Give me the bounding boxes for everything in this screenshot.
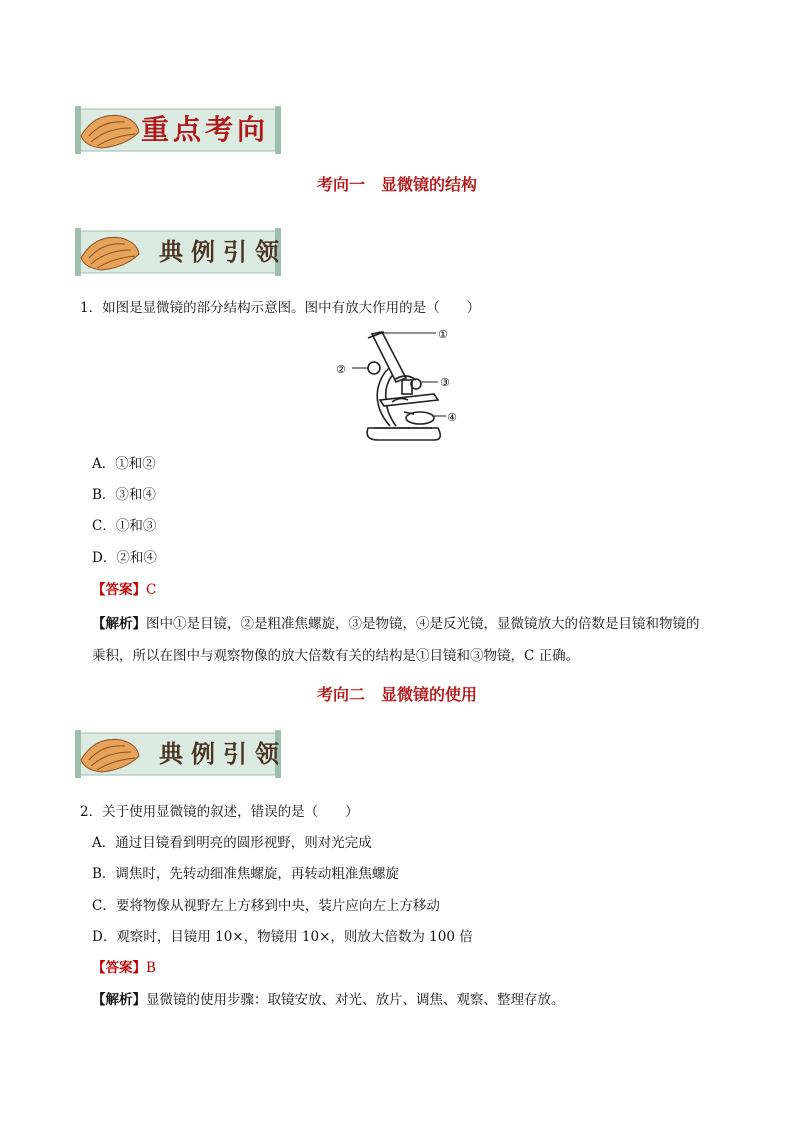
option-c: C．①和③ (92, 518, 157, 534)
banner-focus (75, 106, 281, 154)
analysis-label: 【解析】 (92, 616, 146, 632)
banner-example-1 (75, 228, 287, 276)
option-a: A．①和② (92, 456, 156, 472)
answer-label: 【答案】 (92, 582, 146, 598)
banner-example-2 (75, 730, 287, 778)
banner-title: 典例引领 (159, 238, 287, 266)
section2-title: 考向二 显微镜的使用 (316, 685, 477, 704)
analysis-label: 【解析】 (92, 992, 146, 1008)
figure-label-2: ② (336, 363, 346, 376)
option-d: D．观察时，目镜用 10×，物镜用 10×，则放大倍数为 100 倍 (92, 929, 473, 945)
banner-title: 典例引领 (159, 740, 287, 768)
question-1: 1．如图是显微镜的部分结构示意图。图中有放大作用的是（ ） (80, 300, 481, 316)
answer-label: 【答案】 (92, 960, 146, 976)
answer-2 (92, 958, 156, 978)
option-a: A．通过目镜看到明亮的圆形视野，则对光完成 (92, 835, 372, 851)
banner-title: 重点考向 (141, 113, 270, 146)
analysis-text: 图中①是目镜，②是粗准焦螺旋，③是物镜，④是反光镜，显微镜放大的倍数是目镜和物镜的 (146, 616, 700, 632)
figure-label-1: ① (438, 328, 448, 341)
question-2: 2．关于使用显微镜的叙述，错误的是（ ） (80, 804, 359, 820)
figure-label-4: ④ (447, 411, 457, 424)
answer-value: B (146, 960, 156, 976)
option-b: B．调焦时，先转动细准焦螺旋，再转动粗准焦螺旋 (92, 866, 399, 882)
option-b: B．③和④ (92, 487, 156, 503)
analysis-1 (92, 614, 700, 634)
figure-label-3: ③ (440, 376, 450, 389)
answer-1 (92, 580, 156, 600)
microscope-figure (334, 328, 464, 444)
analysis-1-cont: 乘积，所以在图中与观察物像的放大倍数有关的结构是①目镜和③物镜，C 正确。 (92, 648, 580, 664)
option-c: C．要将物像从视野左上方移到中央，装片应向左上方移动 (92, 898, 440, 914)
answer-value: C (146, 582, 157, 598)
analysis-2 (92, 990, 565, 1010)
option-d: D．②和④ (92, 550, 157, 566)
analysis-text: 显微镜的使用步骤：取镜安放、对光、放片、调焦、观察、整理存放。 (146, 992, 565, 1008)
section1-title: 考向一 显微镜的结构 (316, 175, 477, 194)
